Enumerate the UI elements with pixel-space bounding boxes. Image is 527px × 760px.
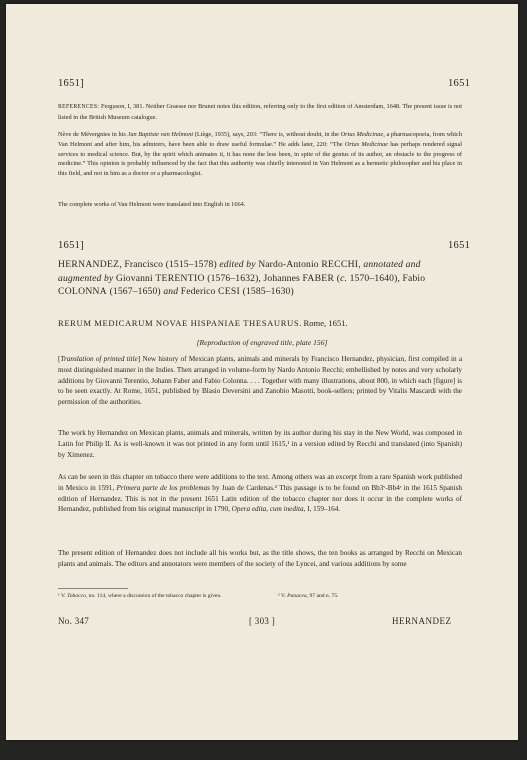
footnote-text: , no. 114, where a discussion of the tobacco chapter is given. (85, 593, 222, 599)
body-italic-title: Primera parte de los problemas (116, 483, 210, 492)
body-text: As can be seen in this chapter on tobacco there were additions to the text. Among others was an excerpt from a rare Spanish work published in Mexico in 1591, (58, 473, 462, 492)
body-paragraph-1: The work by Hernandez on Mexican plants, animals and minerals, written by its author during his stay in the New World, was composed in Latin for Philip II. As is well-known it was not printed in any form until 1615,¹ in a version edited by Recchi and translated (into Spanish) by Ximenez. (58, 429, 462, 459)
footer-running-name: HERNANDEZ (392, 616, 452, 626)
entry-header-right-year: 1651 (448, 240, 471, 251)
author-name: HERNANDEZ (58, 259, 120, 270)
notes-final-line: The complete works of Van Helmont were translated into English in 1664. (58, 201, 246, 208)
edited-by: edited by (219, 259, 256, 270)
annotator-dates: ( (334, 272, 341, 284)
notes-text: , a pharmacopoeia, from which Van Helmont and after him, his admirers, have been able to draw useful formulae.” He adds later, 220: “The (58, 131, 462, 148)
body-paragraph-2 (58, 472, 462, 515)
annotator-surname: TERENTIO (155, 272, 205, 284)
editor-name: Nardo-Antonio (255, 259, 322, 270)
annotator-dates: 1570–1640), Fabio (347, 272, 426, 284)
entry-title: HERNANDEZ, Francisco (1515–1578) edited by Nardo-Antonio RECCHI, annotated and augmented by Giovanni TERENTIO (1576–1632), Johannes FABER (c. 1570–1640), Fabio COLONNA (1567–1650) and Federico CESI (1585–1630) (58, 259, 426, 298)
annotator-surname: COLONNA (58, 286, 108, 298)
annotated-by: annotated and augmented by (58, 259, 421, 284)
footer-page-number: [ 303 ] (248, 616, 276, 626)
author-dates: , Francisco (1515–1578) (119, 259, 220, 270)
references-label: REFERENCES: (58, 104, 100, 110)
annotator-name: Federico (178, 286, 219, 298)
body-paragraph-3: The present edition of Hernandez does not include all his works but, as the title shows, the ten books as arranged by Recchi on Mexican plants and animals. The editors and annotators were members of the society of the Lyncei, and various additions by some (58, 549, 462, 568)
body-italic-title: Opera edita, cum inedita (231, 505, 304, 514)
annotator-name: Giovanni (113, 272, 156, 284)
annotator-surname: CESI (218, 286, 241, 298)
annotator-surname: FABER (302, 272, 335, 284)
footnote-text: ² V. (278, 593, 288, 599)
annotator-dates: (1576–1632), Johannes (204, 272, 303, 284)
references-text: Ferguson, I, 381. Neither Graesse nor Brunet notes this edition, referring only to the first edition of Amsterdam, 1648. The present issue is not listed in the British Museum catalogue. (58, 103, 462, 121)
top-header-right-year: 1651 (448, 78, 471, 89)
notes-paragraph (58, 130, 462, 179)
footer-number: No. 347 (58, 616, 90, 626)
footnote-text: ¹ V. (58, 593, 68, 599)
references-note (58, 102, 462, 123)
reproduction-note: [Reproduction of engraved title, plate 156] (196, 338, 328, 347)
footnote-italic: Tobacco (67, 593, 86, 599)
notes-text: Nève de Mévergnies in his (58, 131, 128, 138)
book-title: RERUM MEDICARUM NOVAE HISPANIAE THESAURUS (58, 318, 300, 328)
translation-text: ] New history of Mexican plants, animals and minerals by Francisco Hernandez, physician, first compiled in a most distinguished manner in the Indies. Then arranged in volume-form by Nardo Antonio Recchi; embellished by notes and very scholarly additions by Giovanni Terentio, Johann Faber and Fabio Colonna. . . . Together with many illustrations, about 800, in which each [figure] is to be seen exactly. At Rome, 1651, published by Blasio Deversini and Zanobio Masotti, book-sellers; printed by Vitalis Mascardi with the permission of the authorities. (58, 355, 463, 407)
footnote-1 (58, 592, 238, 600)
annotator-dates: (1567–1650) (107, 286, 164, 298)
notes-text: (Liège, 1935), says, 203: “There is, without doubt, in the (193, 131, 341, 138)
and-word: and (163, 286, 179, 298)
notes-text: has perhaps rendered signal services to medical science. But, by the spirit which animates it, it has none the less been, in spite of the genius of its author, an obstacle to the progress of medicine.” This opinion is probably influenced by the fact that this authority was chiefly interested in Van Helmont as a hermetic philosopher and his place in this field, and not in him as a doctor or a pharmacologist. (58, 140, 462, 178)
footnote-2 (278, 592, 458, 600)
book-place-date: . Rome, 1651. (299, 318, 348, 328)
book-page (6, 4, 518, 740)
book-title-line (58, 318, 460, 328)
annotator-dates: (1585–1630) (240, 286, 294, 298)
footnote-italic: Panacea (287, 593, 307, 599)
entry-header-left-year: 1651] (58, 240, 84, 251)
translation-label: Translation of printed title (60, 355, 138, 363)
body-text: , I, 159–164. (303, 505, 341, 514)
body-text: by Juan de Cardenas.² This passage is to be found on Bb3ᵛ-Bb4ʳ in the 1615 Spanish edition of Hernandez. This is not in the present 1651 Latin edition of the tobacco chapter nor does it occur in the complete works of Hernandez, published from his original manuscript in 1790, (58, 483, 462, 514)
notes-italic-title: Jan Baptiste van Helmont (127, 131, 194, 138)
notes-italic-title: Ortus Medicinae (344, 140, 388, 148)
footnote-text: , 97 and n. 75. (306, 593, 339, 599)
notes-italic-title: Ortus Medicinae (340, 131, 384, 138)
footnote-rule (58, 588, 128, 589)
top-header-left-year: 1651] (58, 78, 84, 89)
editor-surname: RECCHI (321, 259, 359, 270)
translation-paragraph: [Translation of printed title] New history of Mexican plants, animals and minerals by Francisco Hernandez, physician, first compiled in a most distinguished manner in the Indies. Then arranged in volume-form by Nardo Antonio Recchi; embellished by notes and very scholarly additions by Giovanni Terentio, Johann Faber and Fabio Colonna. . . . Together with many illustrations, about 800, in which each [figure] is to be seen exactly. At Rome, 1651, published by Blasio Deversini and Zanobio Masotti, book-sellers; printed by Vitalis Mascardi with the permission of the authorities. (58, 355, 463, 407)
circa-mark: c. (340, 272, 348, 284)
